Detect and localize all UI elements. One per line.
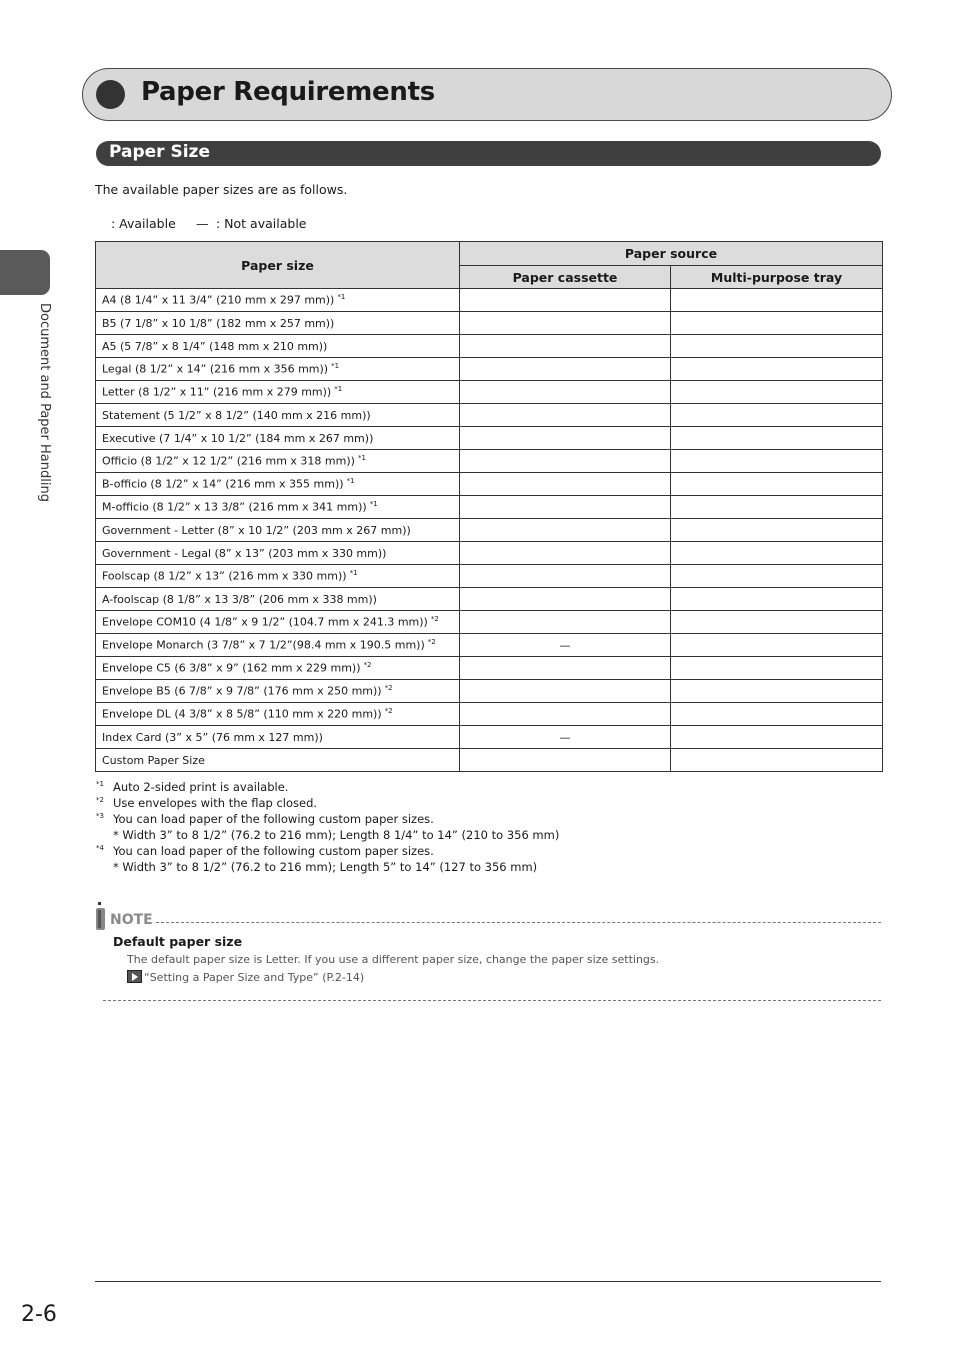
footnote-ref: *1 [369, 500, 378, 509]
footnote [96, 860, 537, 874]
table-row [96, 358, 883, 381]
paper-size-label: A4 (8 1/4” x 11 3/4” (210 mm x 297 mm)) [102, 293, 335, 307]
paper-cassette-cell [460, 611, 671, 634]
page-title: Paper Requirements [141, 77, 435, 107]
footnote-text: * Width 3” to 8 1/2” (76.2 to 216 mm); Length 5” to 14” (127 to 356 mm) [113, 860, 538, 874]
multi-purpose-tray-cell [671, 358, 883, 381]
table-row [96, 588, 883, 611]
paper-size-label: Legal (8 1/2” x 14” (216 mm x 356 mm)) [102, 362, 329, 376]
footnote-text: You can load paper of the following custom paper sizes. [113, 812, 434, 826]
multi-purpose-tray-cell [671, 381, 883, 404]
footnote-ref: *2 [427, 638, 436, 647]
multi-purpose-tray-cell [671, 703, 883, 726]
paper-cassette-cell [460, 289, 671, 312]
paper-cassette-cell [460, 381, 671, 404]
note-body: The default paper size is Letter. If you use a different paper size, change the paper size settings. [127, 953, 660, 966]
paper-size-cell [96, 473, 460, 496]
multi-purpose-tray-cell [671, 335, 883, 358]
paper-size-label: B-officio (8 1/2” x 14” (216 mm x 355 mm)) [102, 477, 344, 491]
section-title: Paper Size [109, 142, 210, 162]
intro-text: The available paper sizes are as follows. [95, 182, 348, 197]
paper-cassette-cell [460, 427, 671, 450]
footnote-ref: *1 [334, 385, 343, 394]
multi-purpose-tray-cell [671, 565, 883, 588]
paper-cassette-cell: — [460, 634, 671, 657]
paper-size-cell [96, 703, 460, 726]
table-row [96, 427, 883, 450]
table-row [96, 726, 883, 749]
section-header [96, 141, 881, 166]
link-arrow-icon [127, 970, 142, 983]
table-row [96, 565, 883, 588]
footnote-text: * Width 3” to 8 1/2” (76.2 to 216 mm); Length 8 1/4” to 14” (210 to 356 mm) [113, 828, 560, 842]
paper-cassette-cell [460, 519, 671, 542]
footnote-ref: *2 [363, 661, 372, 670]
table-row [96, 404, 883, 427]
multi-purpose-tray-cell [671, 289, 883, 312]
footnote-text: Auto 2-sided print is available. [113, 780, 289, 794]
footnote-mark: *3 [96, 812, 104, 820]
paper-cassette-cell [460, 496, 671, 519]
paper-cassette-cell [460, 657, 671, 680]
paper-size-cell [96, 588, 460, 611]
paper-cassette-cell [460, 588, 671, 611]
paper-size-label: Envelope Monarch (3 7/8” x 7 1/2”(98.4 mm x 190.5 mm)) [102, 638, 425, 652]
table-row [96, 519, 883, 542]
paper-size-cell [96, 312, 460, 335]
paper-size-cell [96, 358, 460, 381]
footnote-ref: *2 [384, 707, 393, 716]
paper-cassette-cell [460, 450, 671, 473]
paper-size-cell [96, 542, 460, 565]
paper-size-label: Foolscap (8 1/2” x 13” (216 mm x 330 mm)) [102, 569, 347, 583]
footnote-mark: *1 [96, 780, 104, 788]
footnote-text: You can load paper of the following custom paper sizes. [113, 844, 434, 858]
paper-size-cell [96, 335, 460, 358]
paper-cassette-cell [460, 680, 671, 703]
paper-size-label: Index Card (3” x 5” (76 mm x 127 mm)) [102, 730, 323, 744]
paper-size-label: Envelope C5 (6 3/8” x 9” (162 mm x 229 mm)) [102, 661, 361, 675]
table-row [96, 611, 883, 634]
paper-size-cell [96, 565, 460, 588]
paper-cassette-cell [460, 565, 671, 588]
multi-purpose-tray-cell [671, 588, 883, 611]
multi-purpose-tray-cell [671, 749, 883, 772]
table-row [96, 657, 883, 680]
paper-size-label: Envelope DL (4 3/8” x 8 5/8” (110 mm x 220 mm)) [102, 707, 382, 721]
note-title: Default paper size [113, 934, 243, 949]
legend-dash-icon: — [196, 216, 209, 231]
paper-size-cell [96, 427, 460, 450]
paper-size-label: Statement (5 1/2” x 8 1/2” (140 mm x 216 mm)) [102, 408, 371, 422]
paper-size-label: Executive (7 1/4” x 10 1/2” (184 mm x 267 mm)) [102, 431, 374, 445]
footnote [96, 828, 559, 842]
table-row [96, 381, 883, 404]
table-row [96, 634, 883, 657]
table-row [96, 542, 883, 565]
table-row [96, 289, 883, 312]
note-divider [156, 922, 881, 923]
footnote-text: Use envelopes with the flap closed. [113, 796, 318, 810]
footnote-ref: *1 [349, 569, 358, 578]
paper-size-cell [96, 519, 460, 542]
multi-purpose-tray-cell [671, 519, 883, 542]
multi-purpose-tray-cell [671, 657, 883, 680]
note-bottom-divider [103, 1000, 881, 1001]
paper-size-cell [96, 657, 460, 680]
footnote [96, 812, 434, 826]
paper-size-cell [96, 289, 460, 312]
footnote-ref: *2 [384, 684, 393, 693]
paper-size-cell [96, 749, 460, 772]
multi-purpose-tray-cell [671, 680, 883, 703]
paper-size-label: Officio (8 1/2” x 12 1/2” (216 mm x 318 mm)) [102, 454, 355, 468]
footnote [96, 844, 434, 858]
chapter-tab [0, 250, 50, 295]
multi-purpose-tray-cell [671, 611, 883, 634]
footer-rule [95, 1281, 881, 1282]
multi-purpose-tray-cell [671, 542, 883, 565]
table-row [96, 680, 883, 703]
paper-cassette-cell [460, 749, 671, 772]
paper-size-label: Government - Letter (8” x 10 1/2” (203 mm x 267 mm)) [102, 523, 411, 537]
note-header [94, 902, 882, 932]
footnote [96, 796, 317, 810]
table-row [96, 749, 883, 772]
paper-size-label: Envelope COM10 (4 1/8” x 9 1/2” (104.7 mm x 241.3 mm)) [102, 615, 428, 629]
footnote-ref: *2 [430, 615, 439, 624]
paper-size-label: Envelope B5 (6 7/8” x 9 7/8” (176 mm x 250 mm)) [102, 684, 382, 698]
chapter-tab-label: Document and Paper Handling [37, 303, 52, 502]
multi-purpose-tray-cell [671, 473, 883, 496]
paper-size-label: Custom Paper Size [102, 753, 205, 767]
page-title-bar [82, 68, 892, 121]
paper-size-cell [96, 381, 460, 404]
multi-purpose-tray-cell [671, 496, 883, 519]
multi-purpose-tray-cell [671, 404, 883, 427]
header-paper-source: Paper source [460, 242, 883, 266]
paper-size-cell [96, 726, 460, 749]
paper-cassette-cell [460, 703, 671, 726]
paper-cassette-cell [460, 335, 671, 358]
multi-purpose-tray-cell [671, 726, 883, 749]
paper-cassette-cell [460, 542, 671, 565]
multi-purpose-tray-cell [671, 450, 883, 473]
paper-size-cell [96, 496, 460, 519]
paper-cassette-cell [460, 358, 671, 381]
table-row [96, 335, 883, 358]
paper-cassette-cell [460, 404, 671, 427]
paper-size-cell [96, 634, 460, 657]
title-bullet-icon [96, 80, 125, 109]
paper-size-label: B5 (7 1/8” x 10 1/8” (182 mm x 257 mm)) [102, 316, 335, 330]
footnote-mark: *2 [96, 796, 104, 804]
paper-cassette-cell [460, 473, 671, 496]
footnote-mark: *4 [96, 844, 104, 852]
paper-size-cell [96, 680, 460, 703]
paper-size-label: Letter (8 1/2” x 11” (216 mm x 279 mm)) [102, 385, 332, 399]
table-row [96, 450, 883, 473]
paper-cassette-cell [460, 312, 671, 335]
table-row [96, 703, 883, 726]
paper-size-cell [96, 404, 460, 427]
paper-size-label: A-foolscap (8 1/8” x 13 3/8” (206 mm x 338 mm)) [102, 592, 377, 606]
multi-purpose-tray-cell [671, 312, 883, 335]
paper-size-table [95, 241, 883, 772]
paper-size-cell [96, 611, 460, 634]
note-link[interactable] [127, 970, 364, 984]
paper-size-label: Government - Legal (8” x 13” (203 mm x 330 mm)) [102, 546, 387, 560]
paper-cassette-cell: — [460, 726, 671, 749]
table-row [96, 473, 883, 496]
header-multi-purpose-tray: Multi-purpose tray [671, 266, 883, 289]
table-row [96, 312, 883, 335]
multi-purpose-tray-cell [671, 634, 883, 657]
table-row [96, 496, 883, 519]
paper-size-label: A5 (5 7/8” x 8 1/4” (148 mm x 210 mm)) [102, 339, 328, 353]
legend-not-available: : Not available [216, 216, 307, 231]
footnote [96, 780, 288, 794]
page-number: 2-6 [21, 1302, 57, 1327]
footnote-ref: *1 [357, 454, 366, 463]
footnote-ref: *1 [331, 362, 340, 371]
note-link-text[interactable]: “Setting a Paper Size and Type” (P.2-14) [144, 971, 365, 984]
header-paper-size: Paper size [96, 242, 460, 289]
header-paper-cassette: Paper cassette [460, 266, 671, 289]
footnote-ref: *1 [346, 477, 355, 486]
multi-purpose-tray-cell [671, 427, 883, 450]
note-label: NOTE [110, 912, 153, 928]
footnote-ref: *1 [337, 293, 346, 302]
paper-size-label: M-officio (8 1/2” x 13 3/8” (216 mm x 341 mm)) [102, 500, 367, 514]
legend-available: : Available [111, 216, 176, 231]
paper-size-cell [96, 450, 460, 473]
pencil-icon [94, 902, 108, 932]
